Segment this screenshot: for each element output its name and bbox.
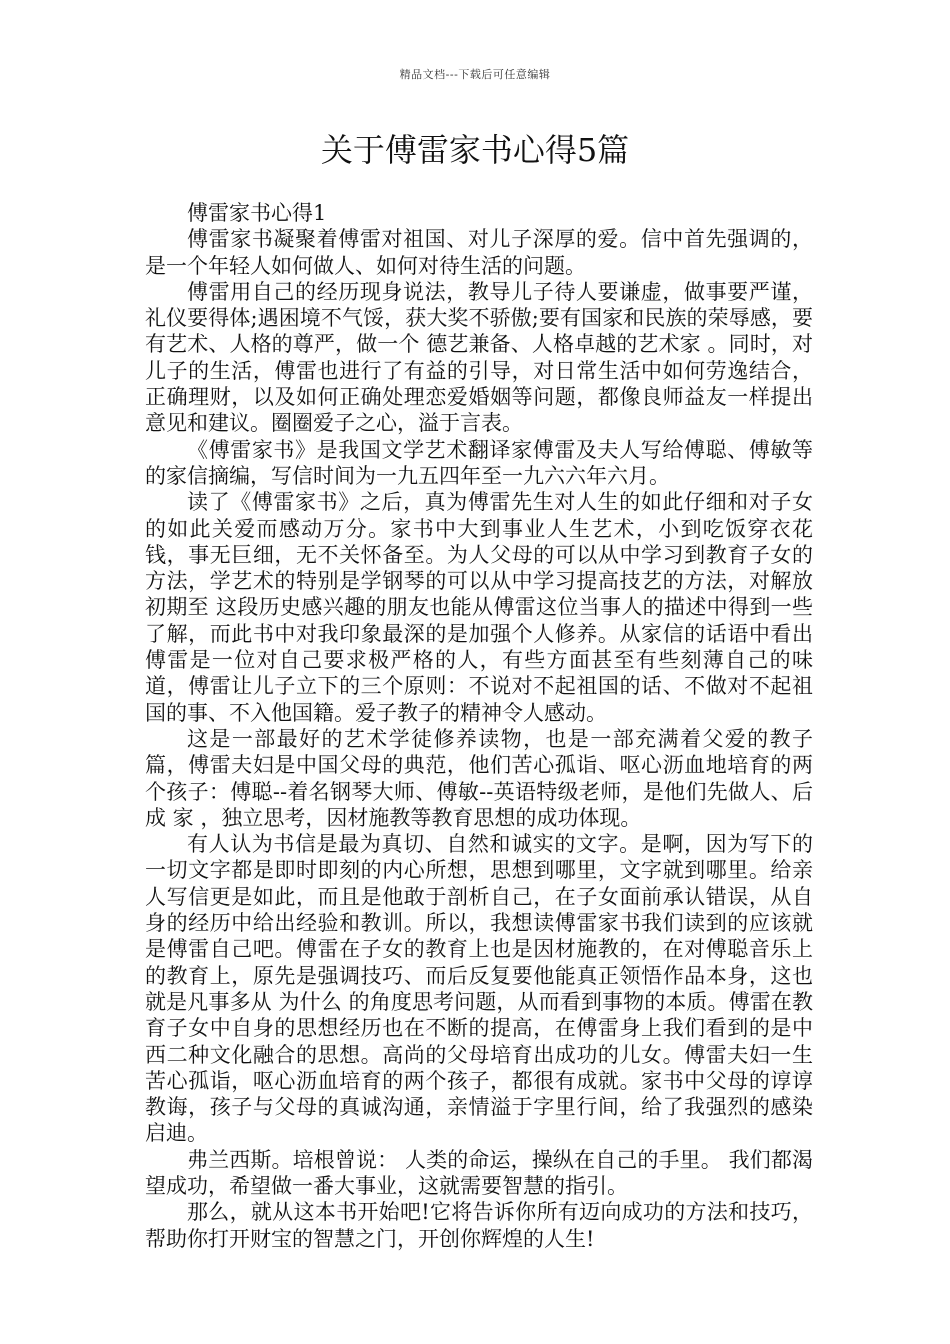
paragraph: 傅雷用自己的经历现身说法，教导儿子待人要谦虚，做事要严谨，礼仪要得体;遇困境不气馁，获大奖不骄傲;要有国家和民族的荣辱感，要有艺术、人格的尊严，做一个 德艺兼备、人格卓越的艺术家 。同时，对儿子的生活，傅雷也进行了有益的引导，对日常生活中如何劳逸结合，正确理财，以及如何正确处理恋爱婚姻等问题，都像良师益友一样提出意见和建议。圈圈爱子之心，溢于言表。 — [145, 279, 813, 436]
paragraph: 那么，就从这本书开始吧!它将告诉你所有迈向成功的方法和技巧，帮助你打开财宝的智慧之门，开创你辉煌的人生! — [145, 1200, 813, 1251]
paragraph: 《傅雷家书》是我国文学艺术翻译家傅雷及夫人写给傅聪、傅敏等的家信摘编，写信时间为一九五四年至一九六六年六月。 — [145, 437, 813, 488]
paragraph: 弗兰西斯。培根曾说： 人类的命运，操纵在自己的手里。 我们都渴望成功，希望做一番大事业，这就需要智慧的指引。 — [145, 1147, 813, 1198]
paragraph: 傅雷家书凝聚着傅雷对祖国、对儿子深厚的爱。信中首先强调的，是一个年轻人如何做人、如何对待生活的问题。 — [145, 227, 813, 278]
page-header-note: 精品文档---下载后可任意编辑 — [399, 68, 551, 81]
paragraph: 读了《傅雷家书》之后，真为傅雷先生对人生的如此仔细和对子女的如此关爱而感动万分。家书中大到事业人生艺术，小到吃饭穿衣花钱，事无巨细，无不关怀备至。为人父母的可以从中学习到教育子女的方法，学艺术的特别是学钢琴的可以从中学习提高技艺的方法，对解放初期至 这段历史感兴趣的朋友也能从傅雷这位当事人的描述中得到一些了解，而此书中对我印象最深的是加强个人修养。从家信的话语中看出傅雷是一位对自己要求极严格的人，有些方面甚至有些刻薄自己的味道，傅雷让儿子立下的三个原则：不说对不起祖国的话、不做对不起祖国的事、不入他国籍。爱子教子的精神令人感动。 — [145, 490, 813, 725]
paragraph: 这是一部最好的艺术学徒修养读物，也是一部充满着父爱的教子篇，傅雷夫妇是中国父母的典范，他们苦心孤诣、呕心沥血地培育的两个孩子：傅聪--着名钢琴大师、傅敏--英语特级老师，是他们先做人、后成 家 ，独立思考，因材施教等教育思想的成功体现。 — [145, 726, 813, 830]
document-title: 关于傅雷家书心得5篇 — [320, 131, 630, 169]
paragraph: 有人认为书信是最为真切、自然和诚实的文字。是啊，因为写下的一切文字都是即时即刻的内心所想，思想到哪里，文字就到哪里。给亲人写信更是如此，而且是他敢于剖析自己，在子女面前承认错误，从自身的经历中给出经验和教训。所以，我想读傅雷家书我们读到的应该就是傅雷自己吧。傅雷在子女的教育上也是因材施教的，在对傅聪音乐上的教育上，原先是强调技巧、而后反复要他能真正领悟作品本身，这也就是凡事多从 为什么 的角度思考问题，从而看到事物的本质。傅雷在教育子女中自身的思想经历也在不断的提高，在傅雷身上我们看到的是中西二种文化融合的思想。高尚的父母培育出成功的儿女。傅雷夫妇一生苦心孤诣，呕心沥血培育的两个孩子，都很有成就。家书中父母的谆谆教诲，孩子与父母的真诚沟通，亲情溢于字里行间，给了我强烈的感染启迪。 — [145, 832, 813, 1146]
section-heading: 傅雷家书心得1 — [187, 201, 327, 225]
document-body — [145, 200, 813, 1252]
